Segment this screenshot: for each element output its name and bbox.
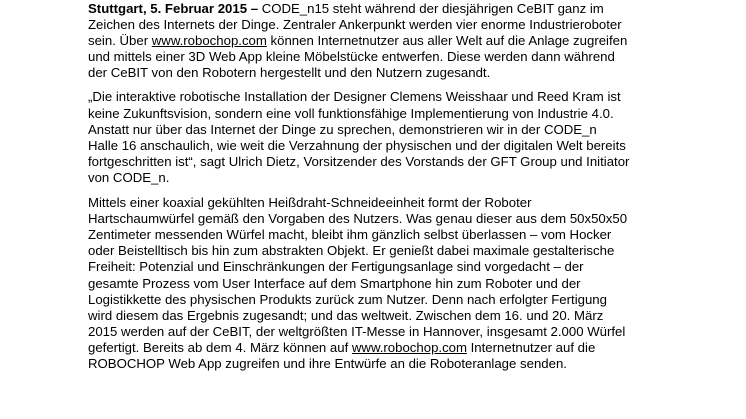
robochop-link[interactable]: www.robochop.com bbox=[351, 339, 467, 355]
intro-paragraph bbox=[88, 1, 740, 81]
text-line: keine Zukunftsvision, sondern eine voll funktionsfähige Implementierung von Industrie 4.0. bbox=[88, 105, 614, 121]
text-line: ROBOCHOP Web App zugreifen und ihre Entwürfe an die Roboteranlage senden. bbox=[88, 355, 567, 371]
text-line: Mittels einer koaxial gekühlten Heißdraht-Schneideeinheit formt der Roboter bbox=[88, 195, 532, 211]
text-line bbox=[88, 1, 740, 17]
text-segment: sein. Über bbox=[88, 33, 152, 49]
robochop-link[interactable]: www.robochop.com bbox=[151, 33, 267, 49]
text-line: Halle 16 anschaulich, wie weit die Verzahnung der physischen und der digitalen Welt bereits bbox=[88, 137, 626, 153]
text-line: gesamte Prozess vom User Interface auf dem Smartphone hin zum Roboter und der bbox=[88, 275, 581, 291]
text-line: Freiheit: Potenzial und Einschränkungen der Fertigungsanlage sind vorgedacht – der bbox=[88, 259, 584, 275]
text-line: wird diesem das Ergebnis zugesandt; und das weltweit. Zwischen dem 16. und 20. März bbox=[88, 307, 604, 323]
text-line: Hartschaumwürfel gemäß den Vorgaben des Nutzers. Was genau dieser aus dem 50x50x50 bbox=[88, 211, 628, 227]
intro-line-text: CODE_n15 steht während der diesjährigen CeBIT ganz im bbox=[258, 1, 604, 16]
text-line bbox=[88, 340, 740, 356]
text-segment: Internetnutzer auf die bbox=[466, 339, 596, 355]
text-line bbox=[88, 33, 740, 49]
text-line: Anstatt nur über das Internet der Dinge zu sprechen, demonstrieren wir in der CODE_n bbox=[88, 121, 597, 137]
text-line: fortgeschritten ist“, sagt Ulrich Dietz, Vorsitzender des Vorstands der GFT Group und Initiator bbox=[88, 153, 630, 169]
text-line: von CODE_n. bbox=[88, 169, 170, 185]
text-segment: können Internetnutzer aus aller Welt auf die Anlage zugreifen bbox=[266, 33, 628, 49]
details-paragraph bbox=[88, 195, 740, 372]
text-line: 2015 werden auf der CeBIT, der weltgrößten IT-Messe in Hannover, insgesamt 2.000 Würfel bbox=[88, 323, 626, 339]
text-line: Logistikkette des physischen Produkts zurück zum Nutzer. Denn nach erfolgter Fertigung bbox=[88, 291, 607, 307]
text-line: „Die interaktive robotische Installation der Designer Clemens Weisshaar und Reed Kram ist bbox=[88, 89, 621, 105]
text-line: und mittels einer 3D Web App kleine Möbelstücke entwerfen. Diese werden dann während bbox=[88, 49, 615, 65]
document-page bbox=[88, 0, 740, 372]
text-line: Zentimeter messenden Würfel macht, bleibt ihm gänzlich selbst überlassen – vom Hocker bbox=[88, 227, 612, 243]
dateline: Stuttgart, 5. Februar 2015 – bbox=[88, 1, 259, 16]
text-line: der CeBIT von den Robotern hergestellt und den Nutzern zugesandt. bbox=[88, 65, 491, 81]
text-line: oder Beistelltisch bis hin zum abstrakten Objekt. Er genießt dabei maximale gestalterische bbox=[88, 243, 615, 259]
text-line: Zeichen des Internets der Dinge. Zentraler Ankerpunkt werden vier enorme Industrieroboter bbox=[88, 17, 622, 33]
text-segment: gefertigt. Bereits ab dem 4. März können auf bbox=[88, 339, 352, 355]
quote-paragraph bbox=[88, 89, 740, 186]
